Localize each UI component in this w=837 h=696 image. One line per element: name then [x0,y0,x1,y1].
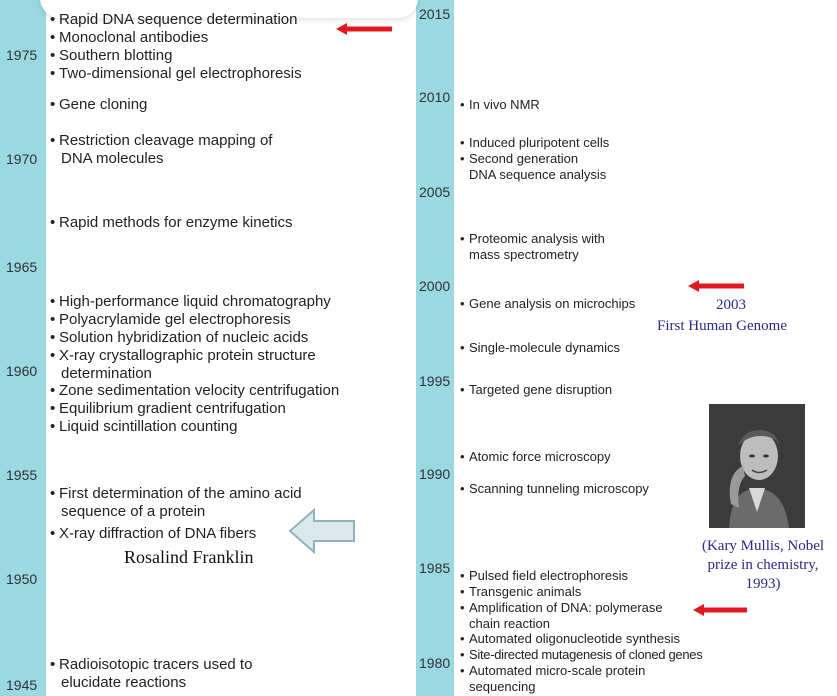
kary-mullis-photo [709,404,805,528]
list-item: • Automated oligonucleotide synthesis [460,631,681,646]
list-item: • Site-directed mutagenesis of cloned genes [460,647,703,662]
list-item: • Targeted gene disruption [460,382,613,397]
genome-year-label: 2003 [716,297,746,313]
list-item: • Zone sedimentation velocity centrifugation [50,382,340,399]
list-item: • Equilibrium gradient centrifugation [50,400,286,417]
list-item: • Gene analysis on microchips [460,296,636,311]
year-1955: 1955 [6,467,38,483]
list-item: • Two-dimensional gel electrophoresis [50,65,302,82]
mullis-caption-line: prize in chemistry, [707,557,819,573]
list-item: • Transgenic animals [460,584,582,599]
list-item: • Pulsed field electrophoresis [460,568,628,583]
list-item: • Proteomic analysis with mass spectrometry [460,231,605,262]
genome-label: First Human Genome [657,318,787,334]
list-item: • Gene cloning [50,96,148,113]
year-2015: 2015 [419,6,451,22]
year-1945: 1945 [6,677,38,693]
list-item: • Atomic force microscopy [460,449,611,464]
list-item: • Radioisotopic tracers used to elucidate reactions [50,656,253,691]
year-1960: 1960 [6,363,38,379]
year-2005: 2005 [419,184,451,200]
red-arrow-icon [693,603,747,617]
year-1980: 1980 [419,655,451,671]
list-item: • Scanning tunneling microscopy [460,481,649,496]
list-item: • First determination of the amino acid sequence of a protein [50,485,302,520]
year-1975: 1975 [6,47,38,63]
mullis-caption [690,537,836,594]
list-item: • Amplification of DNA: polymerase chain reaction [460,600,663,631]
list-item: • Monoclonal antibodies [50,29,209,46]
list-item: • Rapid methods for enzyme kinetics [50,214,293,231]
mullis-caption-line: (Kary Mullis, Nobel [701,538,825,554]
year-1970: 1970 [6,151,38,167]
red-arrow-icon [688,279,744,293]
list-item: • Southern blotting [50,47,173,64]
year-1965: 1965 [6,259,38,275]
list-item: • Rapid DNA sequence determination [50,11,298,28]
list-item: • X-ray diffraction of DNA fibers [50,525,257,542]
list-item: • X-ray crystallographic protein structure determination [50,347,316,382]
list-item: • High-performance liquid chromatography [50,293,331,310]
year-1985: 1985 [419,560,451,576]
list-item: • Restriction cleavage mapping of DNA molecules [50,132,273,167]
list-item: • Solution hybridization of nucleic acids [50,329,309,346]
year-2010: 2010 [419,89,451,105]
list-item: • Polyacrylamide gel electrophoresis [50,311,291,328]
list-item: • Single-molecule dynamics [460,340,621,355]
list-item: • Liquid scintillation counting [50,418,238,435]
list-item: • Induced pluripotent cells [460,135,610,150]
year-1995: 1995 [419,373,451,389]
year-1990: 1990 [419,466,451,482]
year-1950: 1950 [6,571,38,587]
year-2000: 2000 [419,278,451,294]
left-timeline-bar [0,0,46,696]
hollow-arrow-icon [288,507,356,555]
list-item: • Second generation DNA sequence analysis [460,151,607,182]
mullis-caption-line: 1993) [745,576,781,592]
list-item: • In vivo NMR [460,97,540,112]
list-item: • Automated micro-scale protein sequencing [460,663,646,694]
rosalind-franklin-label: Rosalind Franklin [124,547,254,567]
red-arrow-icon [336,22,392,36]
